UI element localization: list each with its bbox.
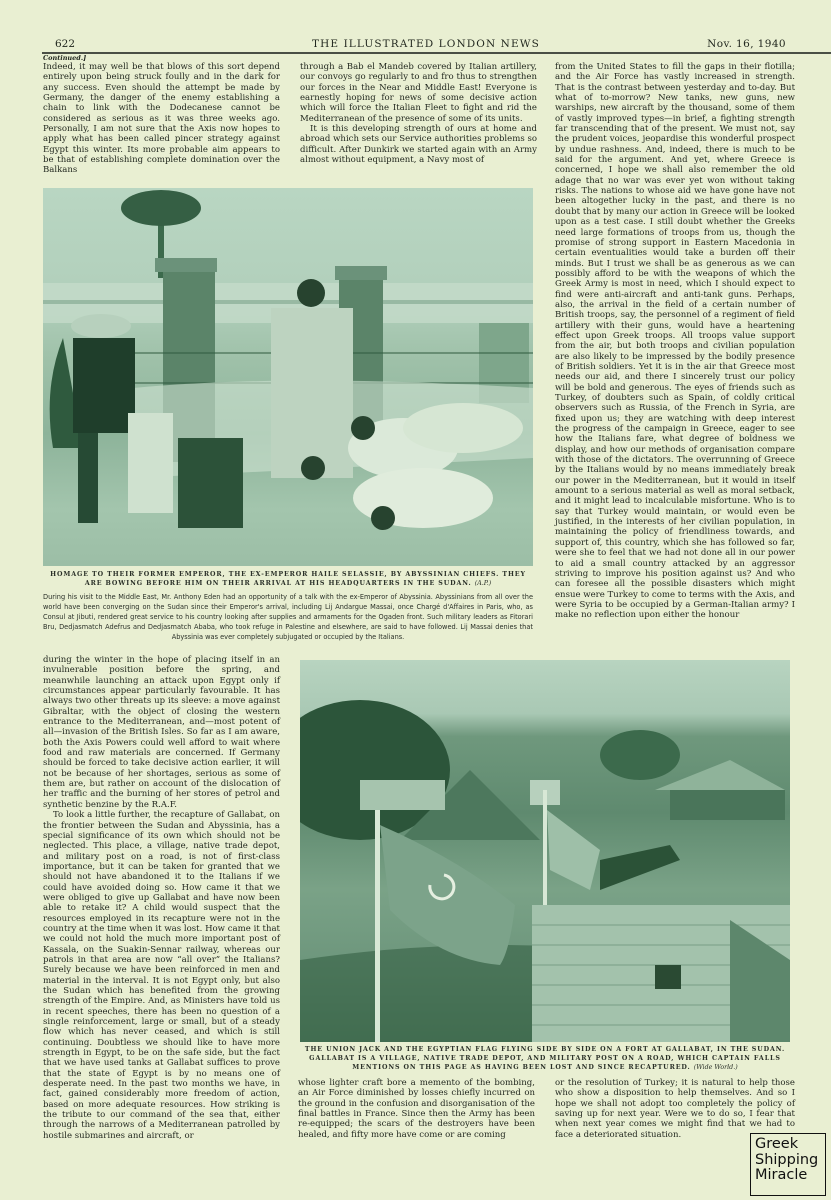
paragraph: To look a little further, the recapture of Gallabat, on the frontier between the Sudan and Abyssinia, has a special significance of its own which should not be neglected. This place, a village, native trade depot, and military post on a road, is not of first-class importance, but it can be taken for granted that we should not have abandoned it to the Italians if we could have avoided doing so. How came it that we were obliged to give up Gallabat and have now been able to retake it? A child would suspect that the resources employed in its recapture were not in the country at the time when it was lost. How came it that we could not hold the much more important post of Kassala, on the Suakin-Sennar railway, whereas our patrols in that area are now “all over” the Italians? Surely because we have been reinforced in men and material in the interval. It is not Egypt only, but also the Sudan which has benefited from the growing strength of the Empire. And, as Ministers have told us in recent speeches, there has been no question of a single reinforcement, large or small, but of a steady flow which has never ceased, and which is still continuing. Doubtless we should like to have more strength in Egypt, to be on the safe side, but the fact that we have used tanks at Gallabat suffices to prove that the state of Egypt is by no means one of desperate need. In the past two months we have, in fact, gained considerably more freedom of action, based on more adequate resources. How striking is the tribute to our command of the sea that, either through the narrows of a Mediterranean patrolled by hostile submarines and aircraft, or xyxy=(43,810,280,1141)
photo-illustration xyxy=(300,660,790,1042)
photo-caption-title: HOMAGE TO THEIR FORMER EMPEROR, THE EX-EMPEROR HAILE SELASSIE, BY ABYSSINIAN CHIEFS. THEY ARE BOWING BEFORE HIM ON THEIR ARRIVAL AT HIS HEADQUARTERS IN THE SUDAN. (A.P.) xyxy=(50,571,526,587)
photo-credit: (A.P.) xyxy=(474,580,492,587)
paragraph: through a Bab el Mandeb covered by Italian artillery, our convoys go regularly to and fro thus to strengthen our forces in the Near and Middle East! Everyone is earnestly hoping for news of some decisive action which will force the Italian Fleet to fight and rid the Mediterranean of the presence of some of its units. xyxy=(300,62,537,124)
photo-haile-selassie xyxy=(43,188,533,566)
issue-date: Nov. 16, 1940 xyxy=(707,38,786,50)
header-rule xyxy=(42,52,831,54)
photo-caption-body: During his visit to the Middle East, Mr. Anthony Eden had an opportunity of a talk with the ex-Emperor of Abyssinia. Abyssinians from all over the world have been converging on the Sudan since their Emperor's arrival, including Lij Andargue Massai, once Chargé d'Affaires in Paris, who, as Consul at Jibuti, rendered great service to his country looking after supplies and armaments for the Ogaden front. Such military leaders as Fitorari Bru, Dedjasmatch Adefrus and Dedjasmatch Ababa, who took refuge in Palestine and elsewhere, are said to have followed. Lij Massai denies that Abyssinia was ever completely subjugated or occupied by the Italians. xyxy=(43,593,533,641)
column-3-bottom xyxy=(555,1078,795,1140)
paragraph: It is this developing strength of ours at home and abroad which sets our Service authorities problems so difficult. After Dunkirk we started again with an Army almost without equipment, a Navy most of xyxy=(300,124,537,166)
paragraph: from the United States to fill the gaps in their flotilla; and the Air Force has vastly increased in strength. That is the contrast between yesterday and to-day. But what of to-morrow? New tanks, new guns, new warships, new aircraft by the thousand, some of them of vastly improved types—in brief, a fighting strength far transcending that of the present. We must not, say the prudent voices, jeopardise this wonderful prospect by undue rashness. And, indeed, there is much to be said for the argument. And yet, where Greece is concerned, I hope we shall also remember the old adage that no war was ever yet won without taking risks. The nations to whose aid we have gone have not been altogether lucky in the past, and there is no doubt that by many our action in Greece will be looked upon as a test case. I still doubt whether the Greeks need large formations of troops from us, though the promise of strong support in Eastern Macedonia in certain eventualities would take a burden off their minds. But I trust we shall be as generous as we can possibly afford to be with the weapons of which the Greek Army is most in need, which I should expect to find were anti-aircraft and anti-tank guns. Perhaps, also, the arrival in the field of a certain number of British troops, say, the personnel of a regiment of field artillery with their guns, would have a heartening effect upon Greek troops. All troops value support from the air, but both troops and civilian population are also likely to be impressed by the bodily presence of British soldiers. Yet it is in the air that Greece most needs our aid, and there I sincerely trust our policy will be bold and generous. The eyes of friends such as Turkey, of doubters such as Spain, of coldly critical observers such as Russia, of the French in Syria, are fixed upon us; they are watching with deep interest the progress of the campaign in Greece, eager to see how the Italians fare, what degree of boldness we display, and how our methods of organisation compare with those of the dictators. The overrunning of Greece by the Italians would by no means immediately break our power in the Mediterranean, but it would in itself amount to a serious material as well as moral setback, and it might lead to incalculable misfortune. Who is to say that Turkey would maintain, or would even be justified, in the interests of her civilian population, in maintaining the policy of friendliness towards, and support of, this country, which she has followed so far, were she to feel that we had not done all in our power to aid a small country attacked by an aggressor striving to improve his position against us? And who can foresee all the possible disasters which might ensue were Turkey to come to terms with the Axis, and were Syria to be occupied by a German-Italian army? I make no reflection upon either the honour xyxy=(555,62,795,621)
page-number: 622 xyxy=(55,38,76,50)
watermark-logo: Greek Shipping Miracle xyxy=(750,1133,826,1196)
paragraph: or the resolution of Turkey; it is natural to help those who show a disposition to help themselves. And so I hope we shall not adopt too completely the policy of saving up for next year. Were we to do so, I fear that when next year comes we might find that we had to face a deteriorated situation. xyxy=(555,1078,795,1140)
column-2-top xyxy=(300,62,537,165)
photo-illustration xyxy=(43,188,533,566)
column-1-top xyxy=(43,62,280,176)
continued-label: Continued.] xyxy=(43,54,87,62)
masthead: THE ILLUSTRATED LONDON NEWS xyxy=(312,38,540,50)
photo-credit: (Wide World.) xyxy=(693,1064,738,1071)
column-1-bottom xyxy=(43,655,280,1141)
column-2-bottom xyxy=(298,1078,535,1140)
photo-caption-title: THE UNION JACK AND THE EGYPTIAN FLAG FLYING SIDE BY SIDE ON A FORT AT GALLABAT, IN THE SUDAN. GALLABAT IS A VILLAGE, NATIVE TRADE DEPOT, AND MILITARY POST ON A ROAD, WHICH CAPTAIN FALLS MENTIONS ON THIS PAGE AS HAVING BEEN LOST AND SINCE RECAPTURED. (Wide World.) xyxy=(304,1046,786,1071)
page-header xyxy=(42,34,789,50)
paragraph: during the winter in the hope of placing itself in an invulnerable position before the spring, and meanwhile launching an attack upon Egypt only if circumstances appear particularly favourable. It has always two other threats up its sleeve: a move against Gibraltar, with the object of closing the western entrance to the Mediterranean, and—most potent of all—invasion of the British Isles. So far as I am aware, both the Axis Powers could well afford to wait where food and raw materials are concerned. If Germany should be forced to take decisive action earlier, it will not be because of her shortages, serious as some of them are, but rather on account of the dislocation of her traffic and the burning of her stores of petrol and synthetic benzine by the R.A.F. xyxy=(43,655,280,810)
photo-gallabat-flags xyxy=(300,660,790,1042)
paragraph: whose lighter craft bore a memento of the bombing, an Air Force diminished by losses chiefly incurred on the ground in the confusion and disorganisation of the final battles in France. Since then the Army has been re-equipped; the scars of the destroyers have been healed, and fifty more have come or are coming xyxy=(298,1078,535,1140)
column-3 xyxy=(555,62,795,621)
paragraph: Indeed, it may well be that blows of this sort depend entirely upon being struck foully and in the dark for any success. Even should the attempt be made by Germany, the danger of the enemy establishing a chain to link with the Dodecanese cannot be considered as serious as it was three weeks ago. Personally, I am not sure that the Axis now hopes to apply what has been called pincer strategy against Egypt this winter. Its more probable aim appears to be that of establishing complete domination over the Balkans xyxy=(43,62,280,176)
